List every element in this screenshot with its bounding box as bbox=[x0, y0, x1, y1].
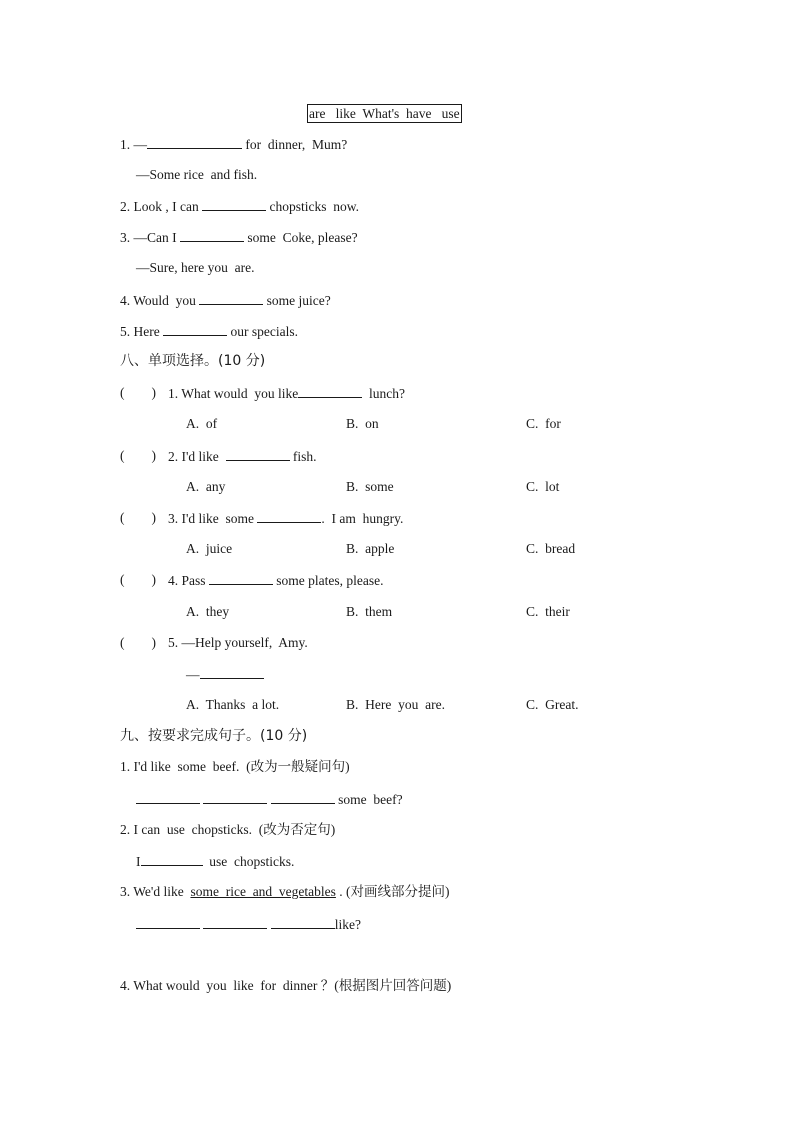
s7-q5-suffix: our specials. bbox=[227, 324, 298, 339]
section8-heading: 八、单项选择。(10 分) bbox=[120, 353, 266, 369]
s9-q3-suffix-answer: like? bbox=[334, 917, 361, 932]
mc-q1-text: 1. What would you like bbox=[168, 386, 299, 401]
answer-blank[interactable] bbox=[209, 571, 273, 585]
s9-q2-answer bbox=[136, 852, 294, 871]
answer-blank[interactable] bbox=[203, 915, 267, 929]
s7-q5 bbox=[120, 322, 298, 341]
s9-q1-answer bbox=[136, 790, 403, 809]
s9-q3-underlined-phrase: some rice and vegetables bbox=[190, 884, 336, 899]
section9-heading: 九、按要求完成句子。(10 分) bbox=[120, 728, 308, 744]
mc-q4-option-c[interactable]: C. their bbox=[526, 604, 570, 619]
s7-q2 bbox=[120, 197, 359, 216]
s7-q3-prefix: 3. —Can I bbox=[120, 230, 180, 245]
mc-question-2 bbox=[168, 447, 317, 466]
word-bank: are like What's have use bbox=[309, 106, 460, 121]
mc-q2-suffix: fish. bbox=[289, 449, 317, 464]
s7-q3-suffix: some Coke, please? bbox=[244, 230, 358, 245]
s9-q4: 4. What would you like for dinner ？(根据图片回答问题) bbox=[120, 978, 452, 993]
answer-blank[interactable] bbox=[200, 665, 264, 679]
s9-q2: 2. I can use chopsticks. (改为否定句) bbox=[120, 822, 336, 837]
s9-q2-suffix: use chopsticks. bbox=[202, 854, 295, 869]
mc-question-1 bbox=[168, 384, 405, 403]
mc-q2-text: 2. I'd like bbox=[168, 449, 226, 464]
mc-q5-reply bbox=[186, 665, 264, 684]
answer-blank[interactable] bbox=[136, 915, 200, 929]
answer-blank[interactable] bbox=[298, 384, 362, 398]
s7-q2-prefix: 2. Look , I can bbox=[120, 199, 203, 214]
mc-paren[interactable]: ( ) bbox=[120, 448, 156, 463]
mc-q4-option-a[interactable]: A. they bbox=[186, 604, 230, 619]
s7-q1-prefix: 1. — bbox=[120, 137, 147, 152]
answer-blank[interactable] bbox=[147, 135, 242, 149]
s7-q3-reply: —Sure, here you are. bbox=[136, 260, 255, 275]
mc-q1-option-c[interactable]: C. for bbox=[526, 416, 561, 431]
answer-blank[interactable] bbox=[163, 322, 227, 336]
mc-q2-option-c[interactable]: C. lot bbox=[526, 479, 560, 494]
answer-blank[interactable] bbox=[180, 228, 244, 242]
s9-q3-answer bbox=[136, 915, 361, 934]
mc-q5-option-b[interactable]: B. Here you are. bbox=[346, 697, 445, 712]
answer-blank[interactable] bbox=[257, 509, 321, 523]
mc-paren[interactable]: ( ) bbox=[120, 385, 156, 400]
mc-q5-dash: — bbox=[186, 667, 200, 682]
mc-q3-suffix: . I am hungry. bbox=[321, 511, 404, 526]
s7-q4-prefix: 4. Would you bbox=[120, 293, 200, 308]
mc-q2-option-a[interactable]: A. any bbox=[186, 479, 226, 494]
mc-q5-option-a[interactable]: A. Thanks a lot. bbox=[186, 697, 280, 712]
answer-blank[interactable] bbox=[199, 291, 263, 305]
answer-blank[interactable] bbox=[226, 447, 290, 461]
answer-blank[interactable] bbox=[271, 790, 335, 804]
answer-blank[interactable] bbox=[203, 790, 267, 804]
s7-q1-suffix: for dinner, Mum? bbox=[242, 137, 348, 152]
mc-q1-option-a[interactable]: A. of bbox=[186, 416, 218, 431]
mc-q2-option-b[interactable]: B. some bbox=[346, 479, 394, 494]
answer-blank[interactable] bbox=[271, 915, 335, 929]
mc-q4-text: 4. Pass bbox=[168, 573, 209, 588]
mc-q3-text: 3. I'd like some bbox=[168, 511, 258, 526]
mc-q4-suffix: some plates, please. bbox=[272, 573, 384, 588]
s9-q1-suffix: some beef? bbox=[334, 792, 403, 807]
answer-blank[interactable] bbox=[202, 197, 266, 211]
s7-q3-question bbox=[120, 228, 358, 247]
mc-q1-suffix: lunch? bbox=[362, 386, 405, 401]
answer-blank[interactable] bbox=[141, 852, 203, 866]
mc-q3-option-b[interactable]: B. apple bbox=[346, 541, 395, 556]
mc-question-3 bbox=[168, 509, 403, 528]
mc-q3-option-a[interactable]: A. juice bbox=[186, 541, 233, 556]
s9-q3-suffix: . (对画线部分提问) bbox=[335, 884, 450, 899]
s7-q1-question bbox=[120, 135, 347, 154]
mc-q4-option-b[interactable]: B. them bbox=[346, 604, 393, 619]
s7-q4-suffix: some juice? bbox=[263, 293, 331, 308]
s7-q1-reply: —Some rice and fish. bbox=[136, 167, 258, 182]
s9-q3-prefix: 3. We'd like bbox=[120, 884, 191, 899]
mc-paren[interactable]: ( ) bbox=[120, 635, 156, 650]
mc-question-5: 5. —Help yourself, Amy. bbox=[168, 635, 308, 650]
mc-question-4 bbox=[168, 571, 383, 590]
answer-blank[interactable] bbox=[136, 790, 200, 804]
mc-q5-option-c[interactable]: C. Great. bbox=[526, 697, 579, 712]
s9-q3 bbox=[120, 883, 450, 901]
s9-q2-prefix: I bbox=[136, 854, 141, 869]
s9-q1: 1. I'd like some beef. (改为一般疑问句) bbox=[120, 759, 350, 774]
s7-q2-suffix: chopsticks now. bbox=[266, 199, 359, 214]
mc-paren[interactable]: ( ) bbox=[120, 572, 156, 587]
mc-q3-option-c[interactable]: C. bread bbox=[526, 541, 576, 556]
s7-q4 bbox=[120, 291, 331, 310]
s7-q5-prefix: 5. Here bbox=[120, 324, 164, 339]
mc-paren[interactable]: ( ) bbox=[120, 510, 156, 525]
mc-q1-option-b[interactable]: B. on bbox=[346, 416, 379, 431]
